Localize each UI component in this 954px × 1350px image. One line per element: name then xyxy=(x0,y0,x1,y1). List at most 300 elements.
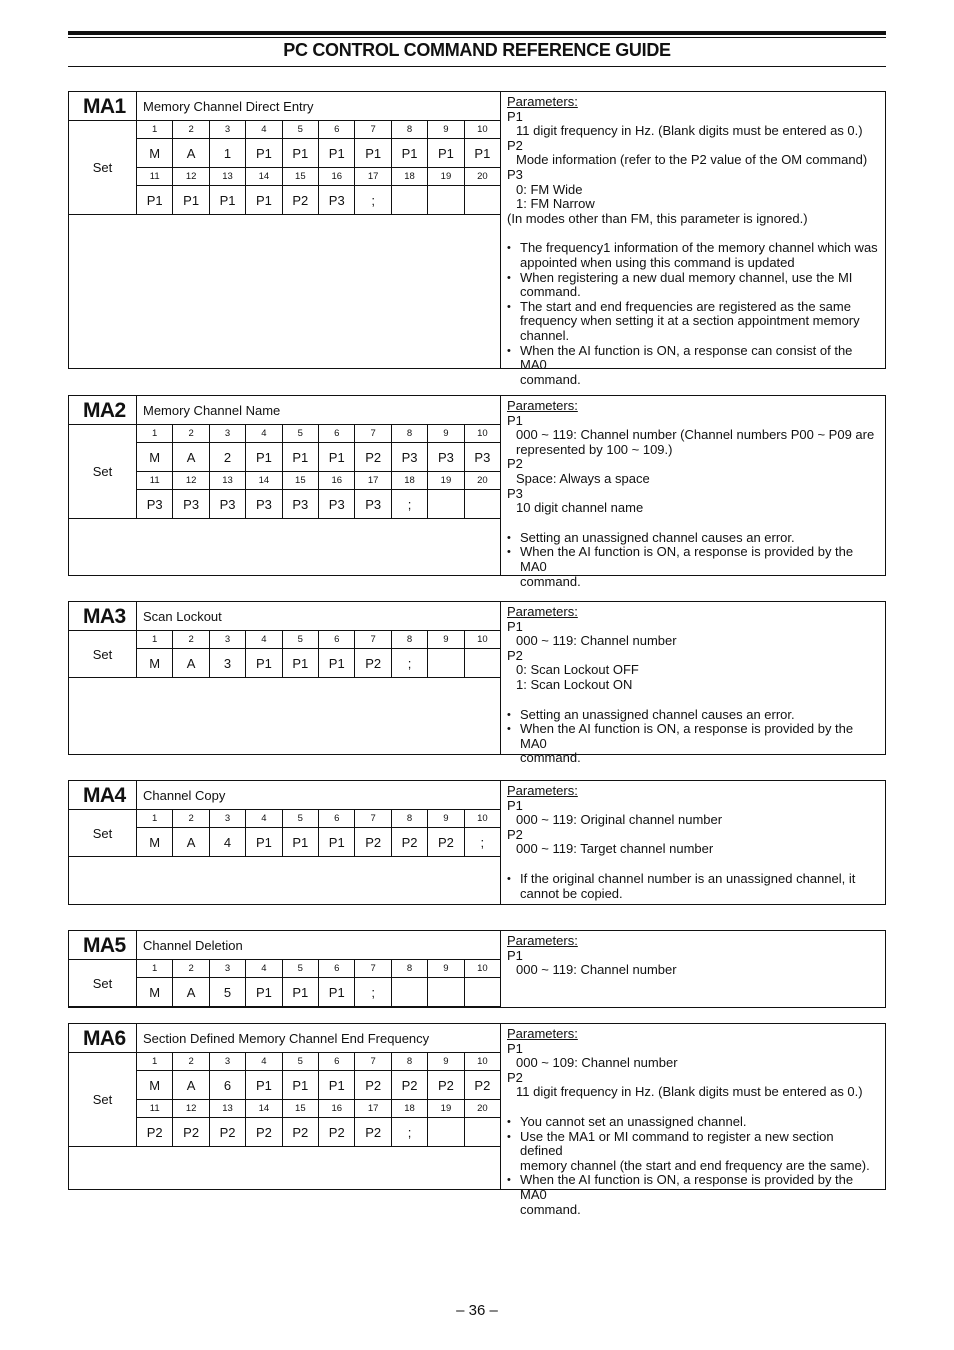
syntax-char-cell xyxy=(465,490,500,518)
parameters-heading: Parameters: xyxy=(507,933,578,948)
command-name: Memory Channel Direct Entry xyxy=(137,92,500,121)
bullet-icon: • xyxy=(507,546,511,559)
digit-index-cell: 15 xyxy=(283,472,319,489)
digit-index-cell: 10 xyxy=(477,634,488,645)
syntax-char-cell: M xyxy=(137,139,173,167)
parameter-line: P2 xyxy=(507,1069,523,1085)
syntax-char-cell: P2 xyxy=(392,828,428,856)
note-line: command. xyxy=(520,750,581,766)
bullet-icon: • xyxy=(507,1130,511,1143)
bullet-icon: • xyxy=(507,242,511,255)
digit-index-row xyxy=(137,1100,500,1118)
syntax-char-cell xyxy=(392,186,428,214)
syntax-char-cell: P1 xyxy=(246,649,282,677)
parameter-line: P2 xyxy=(507,137,523,153)
syntax-char-cell: P1 xyxy=(173,186,209,214)
digit-index-cell: 2 xyxy=(173,810,209,827)
digit-index-cell: 10 xyxy=(477,1056,488,1067)
digit-index-cell: 11 xyxy=(137,472,173,489)
parameter-line: 10 digit channel name xyxy=(516,500,644,516)
command-name: Channel Copy xyxy=(137,781,500,810)
parameter-line: P1 xyxy=(507,618,523,634)
syntax-char-cell: 3 xyxy=(210,649,246,677)
syntax-char-cell: P1 xyxy=(319,1071,355,1099)
digit-index-cell: 16 xyxy=(319,168,355,185)
parameter-line: (In modes other than FM, this parameter is ignored.) xyxy=(507,210,808,226)
note-line: The start and end frequencies are registered as the same xyxy=(520,298,851,314)
digit-index-cell: 12 xyxy=(173,168,209,185)
digit-index-cell: 5 xyxy=(283,121,319,138)
command-syntax-panel xyxy=(69,396,501,575)
digit-index-cell: 7 xyxy=(355,810,391,827)
syntax-char-cell: 6 xyxy=(210,1071,246,1099)
digit-index-cell: 16 xyxy=(319,472,355,489)
header-rule-bottom xyxy=(68,66,886,67)
digit-index-row xyxy=(137,425,500,443)
digit-index-cell: 10 xyxy=(477,428,488,439)
parameter-line: P1 xyxy=(507,1040,523,1056)
syntax-char-cell xyxy=(465,649,500,677)
syntax-char-cell: P3 xyxy=(355,490,391,518)
notes-spacer xyxy=(507,1100,879,1115)
digit-index-cell: 7 xyxy=(355,631,391,648)
digit-index-row xyxy=(137,1053,500,1071)
parameters-panel xyxy=(501,781,885,904)
syntax-char-cell: P3 xyxy=(173,490,209,518)
note-line: Setting an unassigned channel causes an error. xyxy=(520,706,795,722)
syntax-char-cell: M xyxy=(137,828,173,856)
bullet-icon: • xyxy=(507,723,511,736)
digit-index-cell: 18 xyxy=(392,1100,428,1117)
digit-index-cell: 19 xyxy=(428,168,464,185)
digit-index-cell: 10 xyxy=(477,963,488,974)
syntax-grid xyxy=(137,810,500,857)
note-line: When the AI function is ON, a response is provided by the MA0 xyxy=(520,1172,854,1202)
parameter-line: 0: Scan Lockout OFF xyxy=(516,662,639,678)
digit-index-cell: 2 xyxy=(173,960,209,977)
digit-index-cell: 3 xyxy=(210,1053,246,1070)
syntax-char-cell: 2 xyxy=(210,443,246,471)
digit-index-cell: 5 xyxy=(283,631,319,648)
digit-index-cell: 9 xyxy=(428,631,464,648)
digit-index-cell: 2 xyxy=(173,1053,209,1070)
parameter-line: P2 xyxy=(507,456,523,472)
syntax-char-cell: 1 xyxy=(210,139,246,167)
note-line: You cannot set an unassigned channel. xyxy=(520,1113,747,1129)
digit-index-row xyxy=(137,168,500,186)
bullet-icon: • xyxy=(507,708,511,721)
syntax-char-cell: ; xyxy=(355,186,391,214)
digit-index-cell: 8 xyxy=(392,1053,428,1070)
syntax-char-cell: A xyxy=(173,139,209,167)
command-name: Scan Lockout xyxy=(137,602,500,631)
syntax-char-cell: P2 xyxy=(392,1071,428,1099)
syntax-char-cell: P1 xyxy=(283,828,319,856)
parameter-line: P3 xyxy=(507,166,523,182)
syntax-grid xyxy=(137,425,500,519)
syntax-char-cell: P2 xyxy=(355,649,391,677)
digit-index-cell: 3 xyxy=(210,121,246,138)
note-item xyxy=(507,1173,879,1217)
syntax-char-row xyxy=(137,490,500,519)
note-item xyxy=(507,300,879,344)
digit-index-cell: 1 xyxy=(137,1053,173,1070)
syntax-char-cell: P1 xyxy=(246,443,282,471)
syntax-char-cell: P2 xyxy=(246,1118,282,1146)
parameter-line: 000 ~ 119: Channel number xyxy=(516,962,677,978)
digit-index-cell: 9 xyxy=(428,425,464,442)
syntax-char-cell: P2 xyxy=(283,186,319,214)
digit-index-cell: 6 xyxy=(319,121,355,138)
command-block-ma2 xyxy=(68,395,886,589)
parameters-heading: Parameters: xyxy=(507,604,578,619)
digit-index-cell: 14 xyxy=(246,1100,282,1117)
parameters-panel xyxy=(501,92,885,387)
parameter-line: P1 xyxy=(507,412,523,428)
syntax-char-row xyxy=(137,649,500,678)
syntax-char-cell xyxy=(428,649,464,677)
digit-index-cell: 11 xyxy=(137,168,173,185)
parameter-line: 000 ~ 119: Target channel number xyxy=(516,841,714,857)
command-name: Memory Channel Name xyxy=(137,396,500,425)
digit-index-cell: 17 xyxy=(355,472,391,489)
digit-index-cell: 4 xyxy=(246,960,282,977)
set-label: Set xyxy=(69,810,137,857)
parameters-panel xyxy=(501,1024,885,1217)
note-line: appointed when using this command is updated xyxy=(520,254,795,270)
syntax-char-cell: P3 xyxy=(137,490,173,518)
command-code: MA4 xyxy=(69,781,137,810)
parameter-line: 0: FM Wide xyxy=(516,181,583,197)
note-line: If the original channel number is an unassigned channel, it xyxy=(520,870,856,886)
syntax-char-cell: P1 xyxy=(246,828,282,856)
digit-index-cell: 6 xyxy=(319,810,355,827)
syntax-char-cell: P1 xyxy=(319,978,355,1006)
digit-index-cell: 3 xyxy=(210,810,246,827)
syntax-char-cell: ; xyxy=(392,649,428,677)
note-line: command. xyxy=(520,371,581,387)
digit-index-cell: 5 xyxy=(283,960,319,977)
digit-index-cell: 8 xyxy=(392,960,428,977)
syntax-char-cell: P1 xyxy=(246,978,282,1006)
set-label: Set xyxy=(69,631,137,678)
notes-spacer xyxy=(507,226,879,241)
syntax-char-cell: P3 xyxy=(283,490,319,518)
syntax-grid xyxy=(137,1053,500,1147)
digit-index-cell: 4 xyxy=(246,121,282,138)
syntax-char-row xyxy=(137,978,500,1007)
digit-index-cell: 2 xyxy=(173,631,209,648)
digit-index-row xyxy=(137,810,500,828)
note-item xyxy=(507,545,879,589)
bullet-icon: • xyxy=(507,271,511,284)
syntax-char-cell: ; xyxy=(392,490,428,518)
syntax-char-cell xyxy=(428,490,464,518)
page-number: – 36 – xyxy=(456,1302,498,1319)
parameter-line: 000 ~ 119: Channel number xyxy=(516,633,677,649)
digit-index-cell: 1 xyxy=(137,960,173,977)
command-syntax-panel xyxy=(69,92,501,368)
note-line: command. xyxy=(520,573,581,589)
command-code: MA3 xyxy=(69,602,137,631)
parameters-heading: Parameters: xyxy=(507,783,578,798)
digit-index-cell: 7 xyxy=(355,425,391,442)
parameters-heading: Parameters: xyxy=(507,1026,578,1041)
digit-index-cell: 18 xyxy=(392,472,428,489)
syntax-char-cell: A xyxy=(173,649,209,677)
digit-index-cell: 20 xyxy=(477,171,488,182)
digit-index-cell: 8 xyxy=(392,810,428,827)
note-line: When the AI function is ON, a response is provided by the MA0 xyxy=(520,721,854,751)
digit-index-cell: 7 xyxy=(355,1053,391,1070)
syntax-char-cell: P3 xyxy=(246,490,282,518)
syntax-char-cell: ; xyxy=(355,978,391,1006)
command-block-ma5 xyxy=(68,930,886,1008)
syntax-char-cell xyxy=(392,978,428,1006)
syntax-grid xyxy=(137,121,500,215)
parameter-line: Space: Always a space xyxy=(516,470,650,486)
note-line: channel. xyxy=(520,327,570,343)
parameters-panel xyxy=(501,396,885,589)
digit-index-cell: 4 xyxy=(246,810,282,827)
digit-index-row xyxy=(137,960,500,978)
parameter-line: P2 xyxy=(507,647,523,663)
syntax-grid xyxy=(137,631,500,678)
digit-index-cell: 4 xyxy=(246,631,282,648)
syntax-char-cell: P1 xyxy=(283,443,319,471)
syntax-char-cell: P2 xyxy=(210,1118,246,1146)
note-line: command. xyxy=(520,284,581,300)
note-line: memory channel (the start and end frequency are the same). xyxy=(520,1157,870,1173)
command-code: MA2 xyxy=(69,396,137,425)
syntax-char-cell: A xyxy=(173,443,209,471)
digit-index-cell: 4 xyxy=(246,1053,282,1070)
digit-index-cell: 3 xyxy=(210,425,246,442)
parameter-line: P2 xyxy=(507,826,523,842)
note-line: cannot be copied. xyxy=(520,885,623,901)
note-item xyxy=(507,241,879,270)
syntax-char-cell: P2 xyxy=(474,1077,491,1093)
digit-index-cell: 18 xyxy=(392,168,428,185)
digit-index-cell: 5 xyxy=(283,810,319,827)
digit-index-cell: 12 xyxy=(173,472,209,489)
command-name: Section Defined Memory Channel End Frequency xyxy=(137,1024,500,1053)
syntax-char-cell: ; xyxy=(392,1118,428,1146)
syntax-char-cell xyxy=(465,978,500,1006)
notes-spacer xyxy=(507,516,879,531)
syntax-char-cell: A xyxy=(173,1071,209,1099)
syntax-char-row xyxy=(137,186,500,215)
syntax-char-cell: M xyxy=(137,649,173,677)
syntax-char-cell: P2 xyxy=(355,443,391,471)
parameter-line: 1: FM Narrow xyxy=(516,196,595,212)
parameter-line: P1 xyxy=(507,797,523,813)
digit-index-row xyxy=(137,121,500,139)
digit-index-cell: 2 xyxy=(173,121,209,138)
note-item xyxy=(507,344,879,388)
digit-index-cell: 8 xyxy=(392,121,428,138)
digit-index-cell: 9 xyxy=(428,1053,464,1070)
digit-index-cell: 7 xyxy=(355,960,391,977)
note-item xyxy=(507,722,879,766)
bullet-icon: • xyxy=(507,531,511,544)
syntax-char-cell: P3 xyxy=(319,490,355,518)
syntax-char-cell: 4 xyxy=(210,828,246,856)
parameter-line: 11 digit frequency in Hz. (Blank digits must be entered as 0.) xyxy=(516,123,863,139)
command-name: Channel Deletion xyxy=(137,931,500,960)
digit-index-cell: 5 xyxy=(283,425,319,442)
digit-index-cell: 2 xyxy=(173,425,209,442)
syntax-char-cell: P1 xyxy=(319,828,355,856)
notes-spacer xyxy=(507,857,879,872)
syntax-char-cell: P2 xyxy=(283,1118,319,1146)
syntax-char-cell: P1 xyxy=(246,139,282,167)
digit-index-cell: 16 xyxy=(319,1100,355,1117)
digit-index-cell: 13 xyxy=(210,168,246,185)
parameter-line: 000 ~ 119: Channel number (Channel numbers P00 ~ P09 are xyxy=(516,427,875,443)
digit-index-cell: 9 xyxy=(428,121,464,138)
set-label: Set xyxy=(69,960,137,1007)
syntax-char-cell: M xyxy=(137,443,173,471)
digit-index-cell: 3 xyxy=(210,960,246,977)
syntax-char-cell: P2 xyxy=(355,828,391,856)
digit-index-cell: 14 xyxy=(246,472,282,489)
digit-index-cell: 15 xyxy=(283,1100,319,1117)
syntax-char-cell: P1 xyxy=(283,978,319,1006)
header-rule-thick xyxy=(68,31,886,35)
syntax-char-cell: M xyxy=(137,978,173,1006)
command-block-ma4 xyxy=(68,780,886,905)
syntax-char-cell: P1 xyxy=(319,443,355,471)
note-item xyxy=(507,1130,879,1174)
command-syntax-panel xyxy=(69,1024,501,1189)
digit-index-cell: 17 xyxy=(355,1100,391,1117)
bullet-icon: • xyxy=(507,300,511,313)
note-item xyxy=(507,271,879,300)
bullet-icon: • xyxy=(507,1174,511,1187)
syntax-char-cell: ; xyxy=(480,834,485,850)
parameter-line: 11 digit frequency in Hz. (Blank digits must be entered as 0.) xyxy=(516,1084,863,1100)
command-syntax-panel xyxy=(69,931,501,1007)
syntax-char-row xyxy=(137,1118,500,1147)
parameters-heading: Parameters: xyxy=(507,94,578,109)
syntax-char-cell: P2 xyxy=(319,1118,355,1146)
parameter-line: 000 ~ 119: Original channel number xyxy=(516,812,723,828)
digit-index-cell: 10 xyxy=(477,124,488,135)
digit-index-cell: 20 xyxy=(477,475,488,486)
digit-index-cell: 1 xyxy=(137,810,173,827)
digit-index-cell: 4 xyxy=(246,425,282,442)
command-syntax-panel xyxy=(69,781,501,904)
digit-index-cell: 9 xyxy=(428,960,464,977)
digit-index-cell: 5 xyxy=(283,1053,319,1070)
parameters-heading: Parameters: xyxy=(507,398,578,413)
note-line: Use the MA1 or MI command to register a new section defined xyxy=(520,1128,834,1159)
parameter-line: P3 xyxy=(507,485,523,501)
digit-index-cell: 17 xyxy=(355,168,391,185)
digit-index-cell: 1 xyxy=(137,631,173,648)
digit-index-cell: 8 xyxy=(392,425,428,442)
syntax-char-cell: P1 xyxy=(319,649,355,677)
bullet-icon: • xyxy=(507,872,511,885)
page-title: PC CONTROL COMMAND REFERENCE GUIDE xyxy=(283,40,671,60)
note-line: command. xyxy=(520,1201,581,1217)
command-syntax-panel xyxy=(69,602,501,754)
digit-index-cell: 3 xyxy=(210,631,246,648)
syntax-char-cell: P3 xyxy=(474,449,491,465)
digit-index-cell: 8 xyxy=(392,631,428,648)
set-label: Set xyxy=(69,121,137,215)
command-code: MA1 xyxy=(69,92,137,121)
digit-index-cell: 13 xyxy=(210,472,246,489)
syntax-char-cell: 5 xyxy=(210,978,246,1006)
syntax-char-cell: P2 xyxy=(137,1118,173,1146)
digit-index-cell: 6 xyxy=(319,960,355,977)
syntax-char-cell: P3 xyxy=(210,490,246,518)
parameter-line: 1: Scan Lockout ON xyxy=(516,676,633,692)
command-block-ma6 xyxy=(68,1023,886,1217)
parameter-line: P1 xyxy=(507,947,523,963)
syntax-char-cell xyxy=(465,1118,500,1146)
syntax-char-cell: P1 xyxy=(392,139,428,167)
bullet-icon: • xyxy=(507,1115,511,1128)
syntax-char-cell: P1 xyxy=(137,186,173,214)
syntax-char-cell: P1 xyxy=(355,139,391,167)
syntax-char-cell: P2 xyxy=(428,828,464,856)
note-line: When the AI function is ON, a response is provided by the MA0 xyxy=(520,544,854,574)
syntax-char-cell: P1 xyxy=(246,1071,282,1099)
digit-index-cell: 19 xyxy=(428,1100,464,1117)
note-line: The frequency1 information of the memory channel which was xyxy=(520,240,878,256)
syntax-char-cell: P3 xyxy=(428,443,464,471)
digit-index-cell: 20 xyxy=(477,1103,488,1114)
syntax-char-cell xyxy=(428,1118,464,1146)
parameter-line: Mode information (refer to the P2 value of the OM command) xyxy=(516,152,868,168)
parameter-line: represented by 100 ~ 109.) xyxy=(516,441,673,457)
note-item xyxy=(507,531,879,546)
syntax-char-cell: P1 xyxy=(246,186,282,214)
digit-index-row xyxy=(137,472,500,490)
note-item xyxy=(507,708,879,723)
parameters-panel xyxy=(501,931,885,1007)
syntax-char-cell: P3 xyxy=(392,443,428,471)
syntax-char-cell: P2 xyxy=(428,1071,464,1099)
digit-index-cell: 6 xyxy=(319,631,355,648)
note-line: Setting an unassigned channel causes an error. xyxy=(520,529,795,545)
command-code: MA6 xyxy=(69,1024,137,1053)
parameter-line: 000 ~ 109: Channel number xyxy=(516,1055,678,1071)
notes-spacer xyxy=(507,693,879,708)
syntax-char-cell: A xyxy=(173,978,209,1006)
digit-index-cell: 19 xyxy=(428,472,464,489)
note-line: frequency when setting it at a section appointment memory xyxy=(520,313,860,329)
syntax-char-cell xyxy=(465,186,500,214)
syntax-char-row xyxy=(137,443,500,472)
digit-index-cell: 1 xyxy=(137,121,173,138)
digit-index-cell: 14 xyxy=(246,168,282,185)
parameters-panel xyxy=(501,602,885,766)
syntax-char-cell: P2 xyxy=(355,1071,391,1099)
command-block-ma1 xyxy=(68,91,886,387)
syntax-grid xyxy=(137,960,500,1007)
parameter-line: P1 xyxy=(507,108,523,124)
digit-index-cell: 6 xyxy=(319,425,355,442)
syntax-char-cell: P1 xyxy=(210,186,246,214)
syntax-char-cell: P1 xyxy=(428,139,464,167)
set-label: Set xyxy=(69,425,137,519)
syntax-char-cell xyxy=(428,186,464,214)
syntax-char-cell: P1 xyxy=(474,145,491,161)
